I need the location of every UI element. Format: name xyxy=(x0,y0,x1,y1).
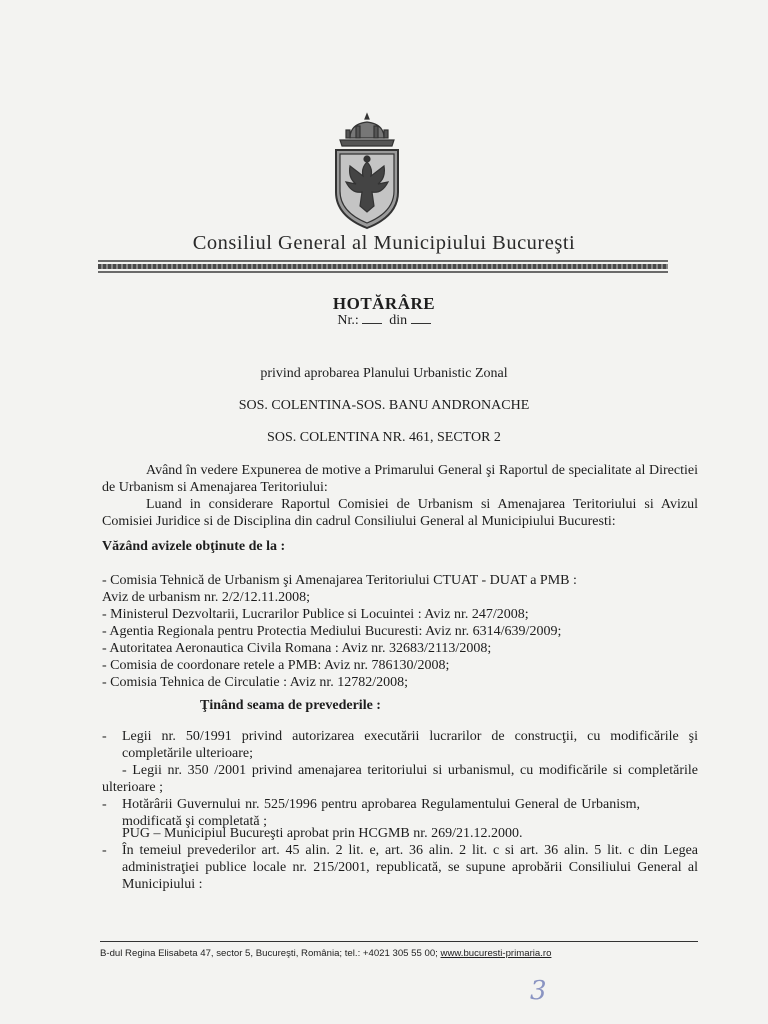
website-link[interactable]: www.bucuresti-primaria.ro xyxy=(440,948,552,959)
list-item-text: Legii nr. 50/1991 privind autorizarea executării lucrarilor de construcţii, cu modificările şi completările ulterioare; xyxy=(122,729,698,761)
list-item xyxy=(102,762,698,796)
preamble-paragraph-1: Având în vedere Expunerea de motive a Primarului General şi Raportul de specialitate al Directiei de Urbanism si Amenajarea Teritoriului: xyxy=(102,463,698,495)
list-item: - Ministerul Dezvoltarii, Lucrarilor Publice si Locuintei : Aviz nr. 247/2008; xyxy=(102,607,529,622)
decision-number-line xyxy=(200,313,568,329)
provisions-heading: Ţinând seama de prevederile : xyxy=(200,698,381,713)
din-label: din xyxy=(389,313,408,328)
nr-label: Nr.: xyxy=(337,313,359,328)
list-dash: - xyxy=(102,797,107,812)
header-divider xyxy=(98,260,668,273)
approvals-heading: Văzând avizele obţinute de la : xyxy=(102,539,286,554)
subject-line-1: privind aprobarea Planului Urbanistic Zonal xyxy=(260,366,508,381)
list-item: - Comisia Tehnică de Urbanism şi Amenajarea Teritoriului CTUAT - DUAT a PMB : xyxy=(102,573,577,588)
list-dash: - xyxy=(122,763,127,778)
list-item xyxy=(102,825,698,842)
list-item: - Agentia Regionala pentru Protectia Mediului Bucuresti: Aviz nr. 6314/639/2009; xyxy=(102,624,562,639)
footer-address: B-dul Regina Elisabeta 47, sector 5, Bucureşti, România; tel.: +4021 305 55 00; www.bucuresti-primaria.ro xyxy=(100,948,552,959)
list-item: Aviz de urbanism nr. 2/2/12.11.2008; xyxy=(102,590,311,605)
page-number: 3 xyxy=(530,976,547,1006)
decision-title: HOTĂRÂRE xyxy=(332,294,436,313)
list-item: - Comisia Tehnica de Circulatie : Aviz nr. 12782/2008; xyxy=(102,675,409,690)
preamble-paragraph-2: Luand in considerare Raportul Comisiei de Urbanism si Amenajarea Teritoriului si Avizul Comisiei Juridice si de Disciplina din cadrul Consiliului General al Municipiului Bucuresti: xyxy=(102,497,698,529)
council-name: Consiliul General al Municipiului Bucureşti xyxy=(192,232,576,254)
list-item-text: PUG – Municipiul Bucureşti aprobat prin HCGMB nr. 269/21.12.2000. xyxy=(122,826,523,841)
list-dash: - xyxy=(102,843,107,858)
footer-divider xyxy=(100,941,698,942)
approvals-list xyxy=(102,572,698,691)
list-item xyxy=(102,728,698,762)
list-item-text: Hotărârii Guvernului nr. 525/1996 pentru aprobarea Regulamentului General de Urbanism, modificată şi completată ; xyxy=(122,797,640,829)
subject-line-3: SOS. COLENTINA NR. 461, SECTOR 2 xyxy=(267,430,501,445)
bucharest-coat-of-arms-icon xyxy=(326,112,408,232)
list-item xyxy=(102,842,698,893)
nr-blank xyxy=(362,313,382,324)
list-item-text: - Legii nr. 350 /2001 privind amenajarea teritoriului si urbanismul, cu modificările si completările ulterioare ; xyxy=(102,763,698,795)
list-item: - Autoritatea Aeronautica Civila Romana : Aviz nr. 32683/2113/2008; xyxy=(102,641,492,656)
list-dash: - xyxy=(102,729,107,744)
list-item: - Comisia de coordonare retele a PMB: Aviz nr. 786130/2008; xyxy=(102,658,450,673)
subject-line-2: SOS. COLENTINA-SOS. BANU ANDRONACHE xyxy=(238,398,530,413)
date-blank xyxy=(411,313,431,324)
list-item-text: În temeiul prevederilor art. 45 alin. 2 lit. e, art. 36 alin. 2 lit. c si art. 36 alin. 5 lit. c din Legea administraţiei publice locale nr. 215/2001, republicată, se supune aprobării Consiliului General al Municipiului : xyxy=(122,843,698,892)
